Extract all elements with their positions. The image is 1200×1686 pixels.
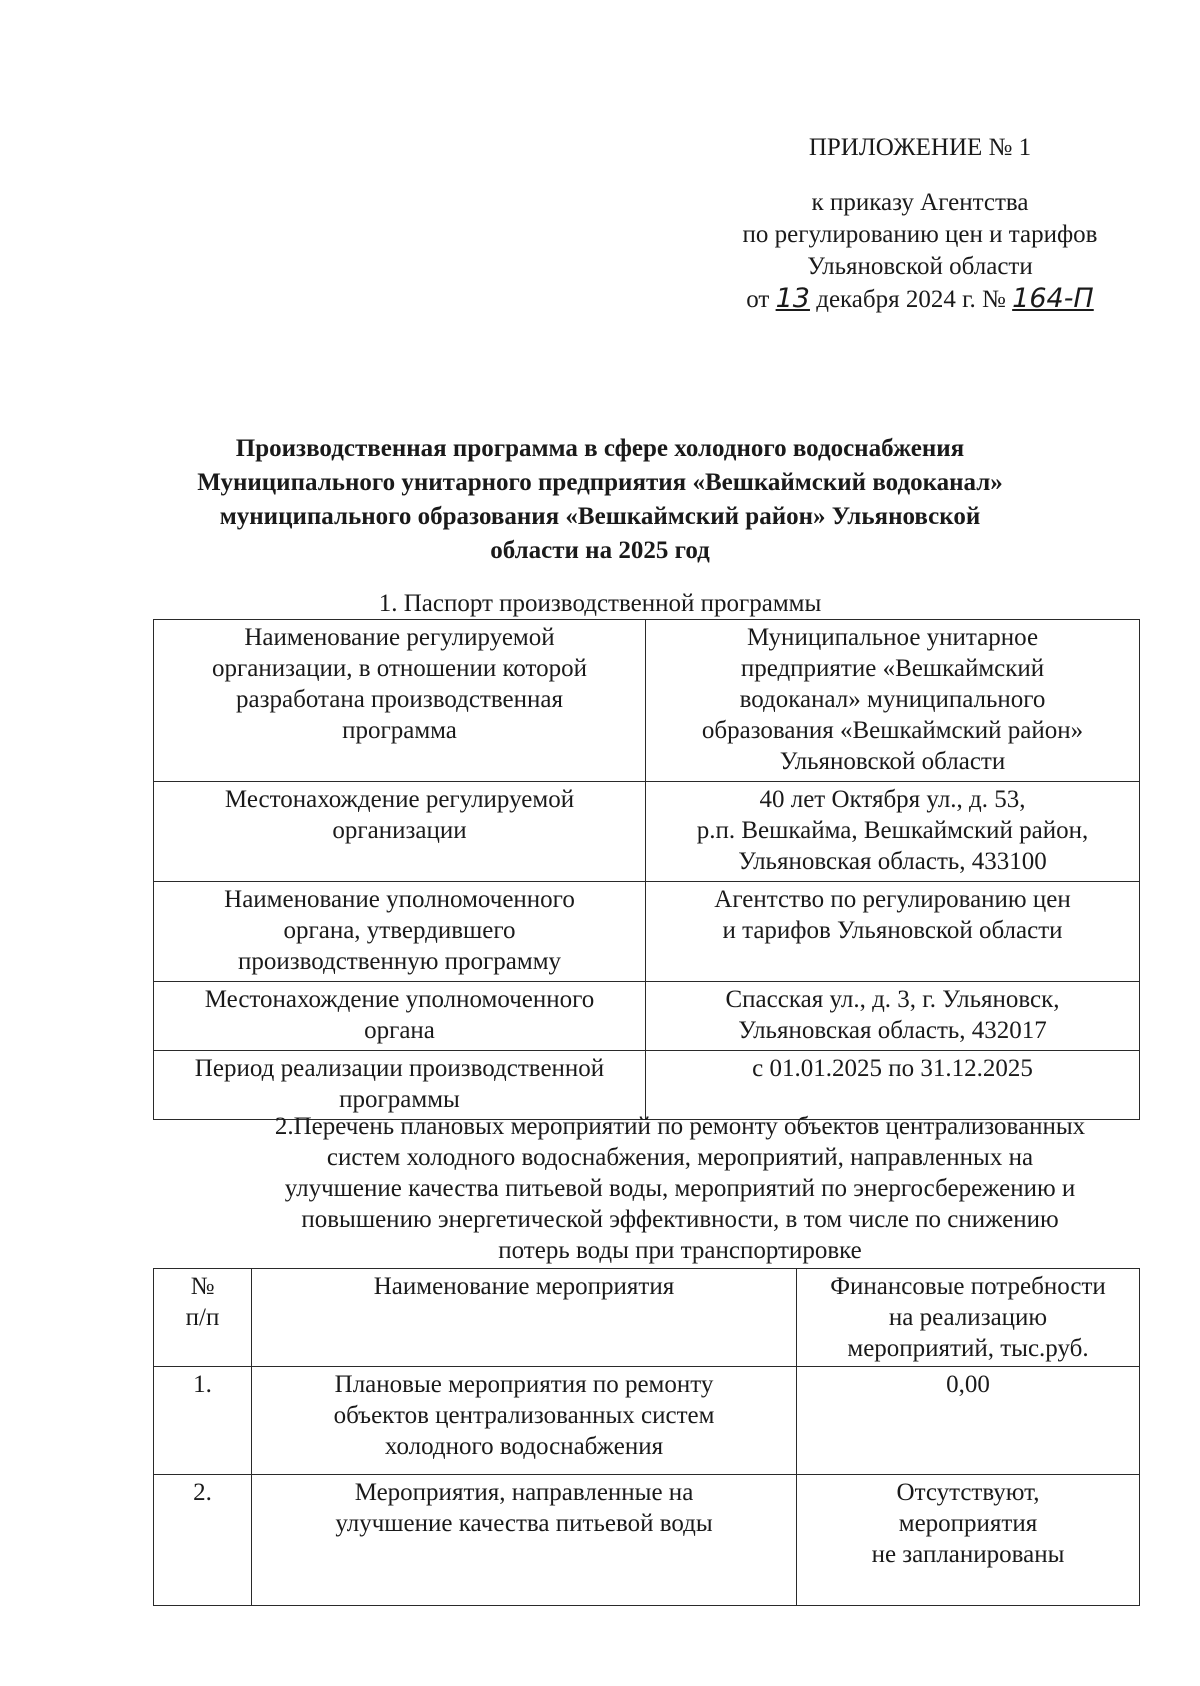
appendix-title: ПРИЛОЖЕНИЕ № 1 bbox=[808, 134, 1032, 161]
row-num: 1. bbox=[154, 1367, 252, 1475]
passport-label-cell: Местонахождение уполномоченного органа bbox=[154, 982, 646, 1051]
date-prefix: от bbox=[746, 286, 770, 313]
row-name: Мероприятия, направленные на улучшение качества питьевой воды bbox=[252, 1475, 797, 1606]
appendix-line: к приказу Агентства bbox=[811, 189, 1029, 216]
row-num: 2. bbox=[154, 1475, 252, 1606]
title-line: Муниципального унитарного предприятия «Вешкаймский водоканал» bbox=[197, 469, 1003, 496]
table-row bbox=[154, 1051, 1140, 1120]
events-title: 2.Перечень плановых мероприятий по ремонту объектов централизованных систем холодного водоснабжения, мероприятий, направленных на улучшение качества питьевой воды, мероприятий по энергосбережению и повышению энергетической эффективности, в том числе по снижению потерь воды при транспортировке bbox=[274, 1113, 1086, 1264]
row-cost: 0,00 bbox=[797, 1367, 1140, 1475]
handwritten-order-number: 164-П bbox=[1012, 283, 1094, 314]
appendix-line: Ульяновской области bbox=[807, 253, 1033, 280]
header-num: № п/п bbox=[154, 1269, 252, 1367]
table-row bbox=[154, 882, 1140, 982]
passport-label-cell: Наименование уполномоченного органа, утвердившего производственную программу bbox=[154, 882, 646, 982]
handwritten-day: 13 bbox=[775, 283, 810, 314]
table-row bbox=[154, 782, 1140, 882]
events-table bbox=[153, 1268, 1140, 1606]
title-line: Производственная программа в сфере холодного водоснабжения bbox=[235, 435, 965, 462]
passport-value-cell: Спасская ул., д. 3, г. Ульяновск, Ульяновская область, 432017 bbox=[646, 982, 1140, 1051]
date-rest: декабря 2024 г. № bbox=[816, 286, 1006, 313]
appendix-line: по регулированию цен и тарифов bbox=[742, 221, 1098, 248]
table-row bbox=[154, 1367, 1140, 1475]
title-line: области на 2025 год bbox=[490, 537, 710, 564]
row-name: Плановые мероприятия по ремонту объектов централизованных систем холодного водоснабжения bbox=[252, 1367, 797, 1475]
appendix-header bbox=[700, 132, 1140, 316]
header-name: Наименование мероприятия bbox=[252, 1269, 797, 1367]
passport-value-cell: 40 лет Октября ул., д. 53, р.п. Вешкайма, Вешкаймский район, Ульяновская область, 433100 bbox=[646, 782, 1140, 882]
table-row bbox=[154, 620, 1140, 782]
passport-table bbox=[153, 619, 1140, 1120]
appendix-date-line bbox=[700, 283, 1140, 316]
table-header-row bbox=[154, 1269, 1140, 1367]
title-line: муниципального образования «Вешкаймский район» Ульяновской bbox=[219, 503, 981, 530]
passport-value-cell: с 01.01.2025 по 31.12.2025 bbox=[646, 1051, 1140, 1120]
table-row bbox=[154, 1475, 1140, 1606]
passport-label-cell: Наименование регулируемой организации, в отношении которой разработана производственная программа bbox=[154, 620, 646, 782]
document-title bbox=[150, 432, 1050, 568]
passport-label-cell: Период реализации производственной программы bbox=[154, 1051, 646, 1120]
row-cost: Отсутствуют, мероприятия не запланированы bbox=[797, 1475, 1140, 1606]
passport-label-cell: Местонахождение регулируемой организации bbox=[154, 782, 646, 882]
passport-value-cell: Агентство по регулированию цен и тарифов Ульяновской области bbox=[646, 882, 1140, 982]
table-row bbox=[154, 982, 1140, 1051]
header-cost: Финансовые потребности на реализацию мероприятий, тыс.руб. bbox=[797, 1269, 1140, 1367]
passport-value-cell: Муниципальное унитарное предприятие «Вешкаймский водоканал» муниципального образования «Вешкаймский район» Ульяновской области bbox=[646, 620, 1140, 782]
passport-title: 1. Паспорт производственной программы bbox=[378, 590, 822, 617]
